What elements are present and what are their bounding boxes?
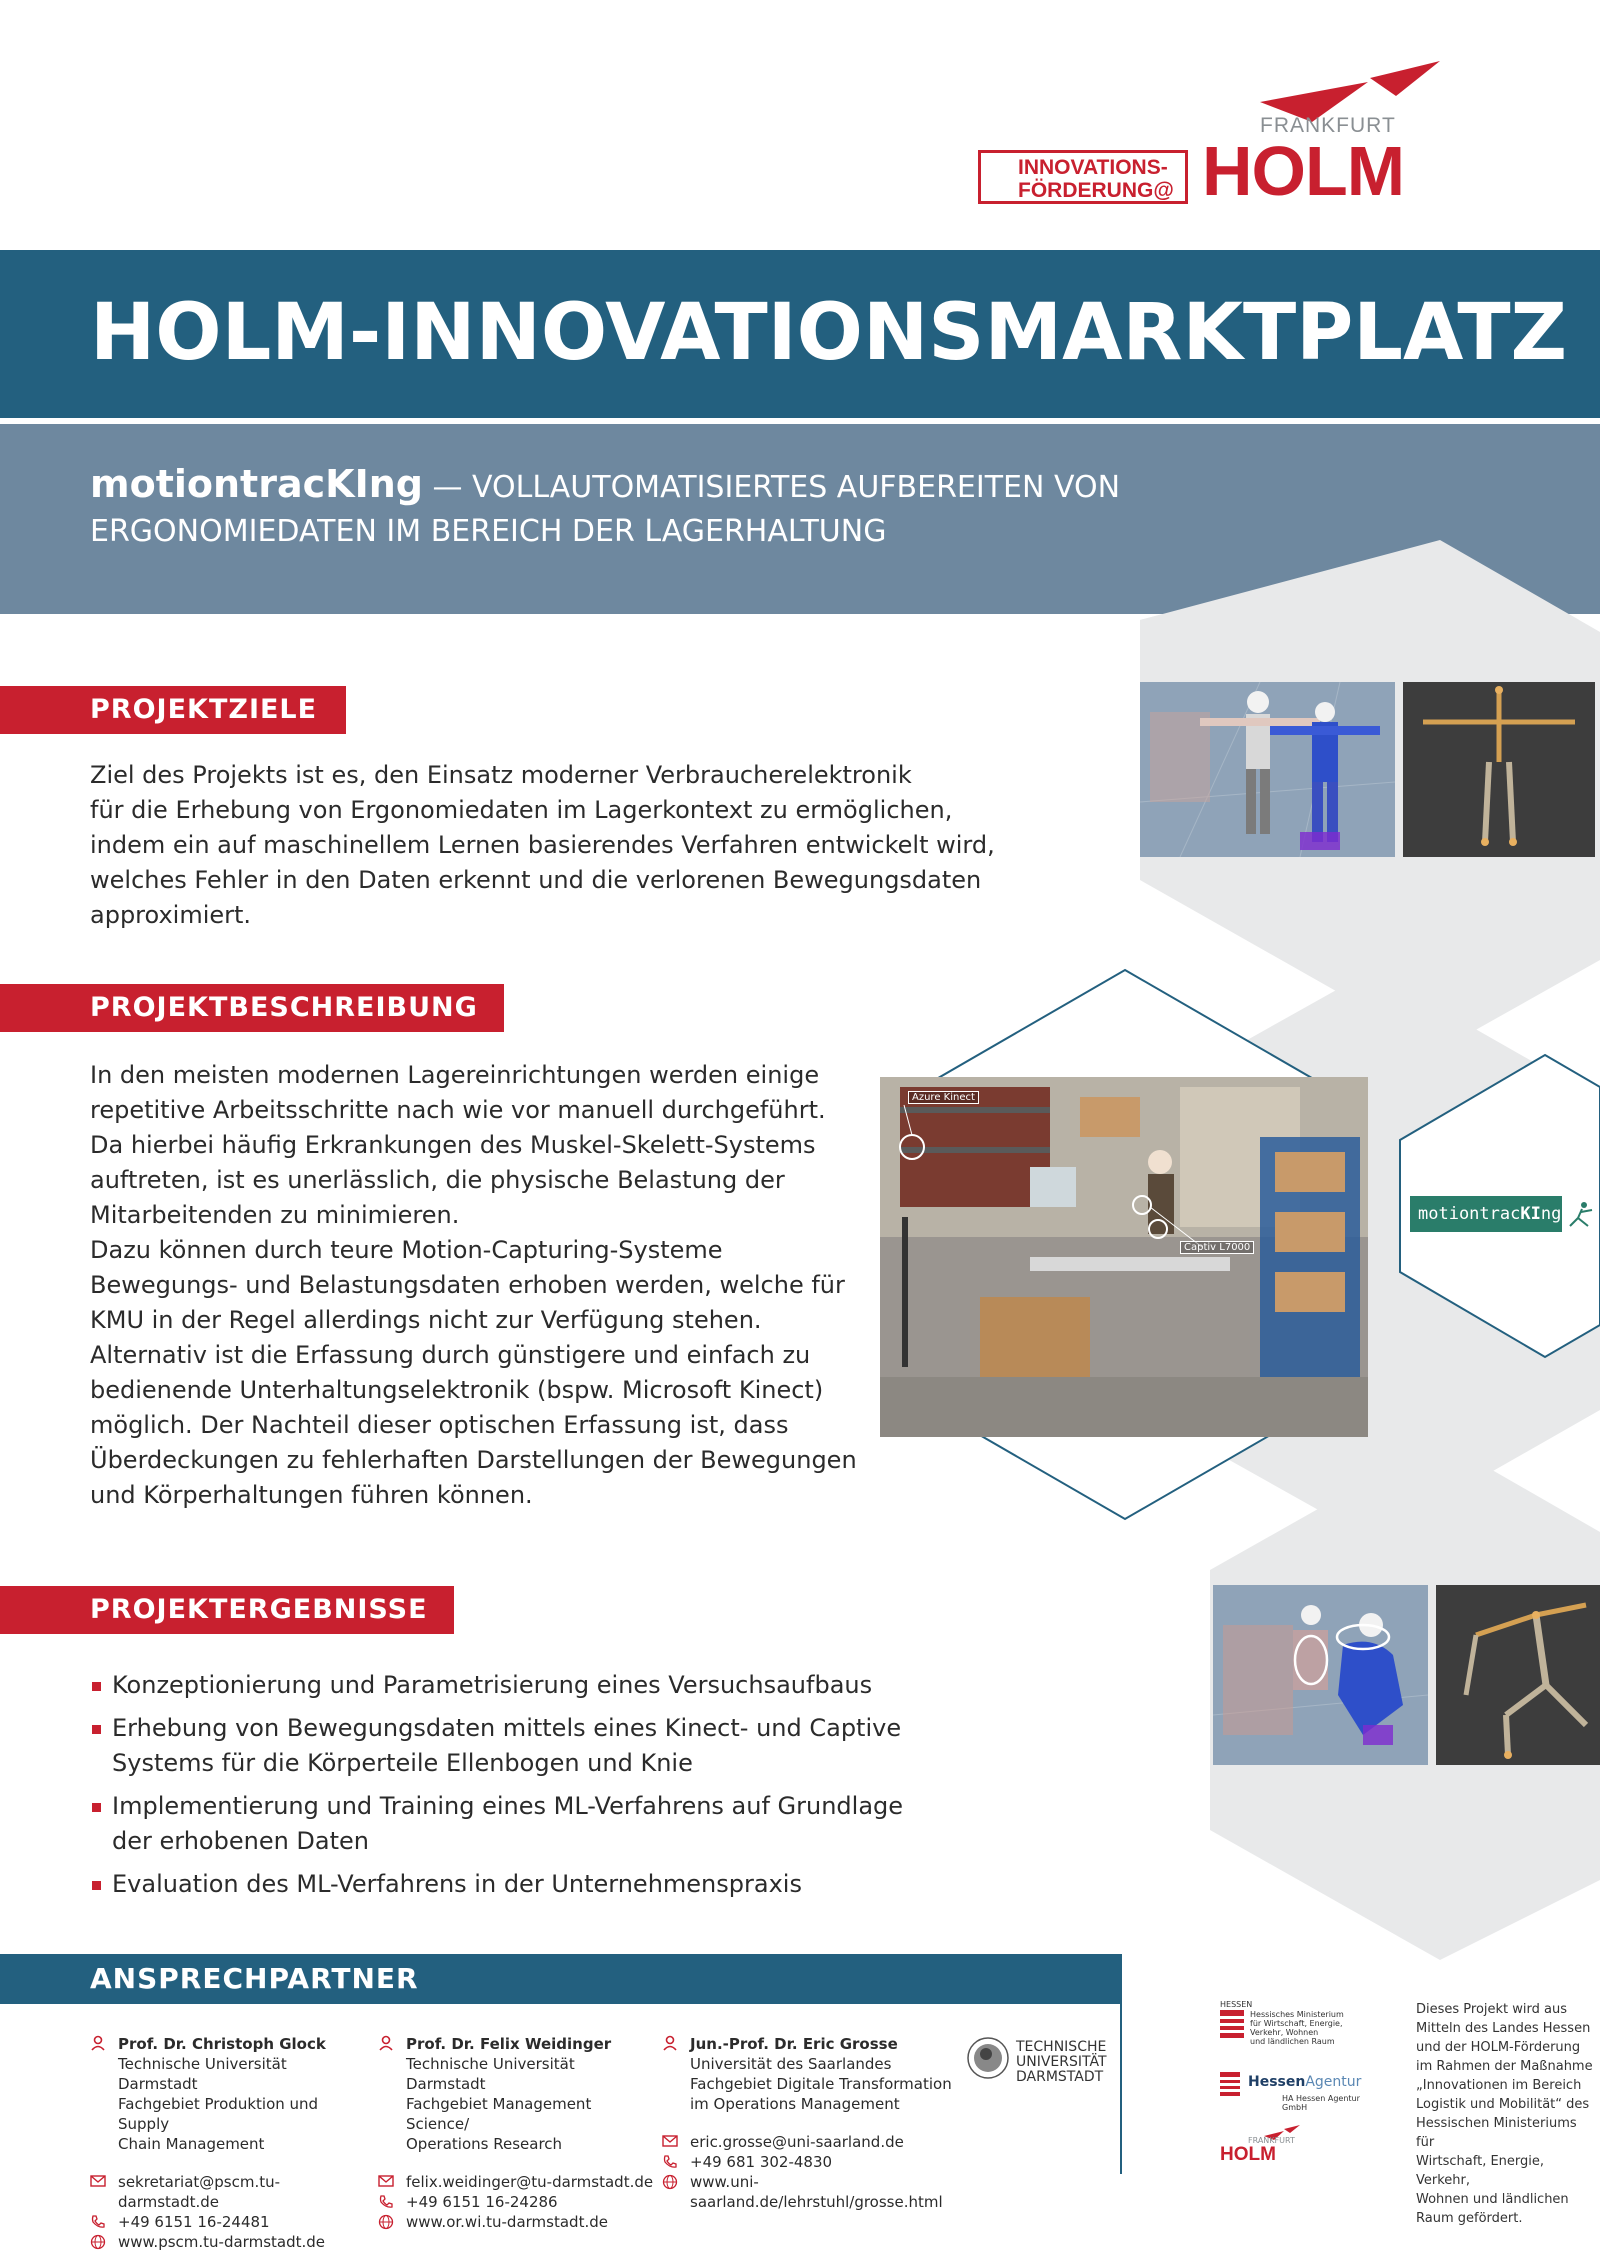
contact-org: Operations Research [406,2135,563,2153]
projektbeschreibung-line: In den meisten modernen Lagereinrichtungen werden einige [90,1061,820,1089]
holm-logo [970,56,1420,210]
projektergebnisse-list [90,1668,990,1910]
hessen-ministry-logo [1220,2000,1370,2046]
list-item-line: Konzeptionierung und Parametrisierung eines Versuchsaufbaus [112,1671,873,1699]
agentur-sub: HA Hessen Agentur GmbH [1282,2094,1360,2112]
contact-phone: +49 681 302-4830 [690,2153,833,2171]
agentur-part-b: Agentur [1305,2074,1362,2090]
projektbeschreibung-line: Da hierbei häufig Erkrankungen des Muskel-Skelett-Systems [90,1131,816,1159]
tu-logo-line: TECHNISCHE [1016,2039,1107,2055]
projektbeschreibung-line: Dazu können durch teure Motion-Capturing-Systeme [90,1236,723,1264]
ansprechpartner-heading: ANSPRECHPARTNER [0,1954,1122,2004]
funding-line: „Innovationen im Bereich [1416,2078,1582,2093]
contact-name-line [690,2034,990,2054]
mail-icon [378,2174,396,2192]
pointcloud-image-1 [1140,682,1395,857]
funding-line: Wohnen und ländlichen [1416,2192,1569,2207]
globe-icon [378,2214,396,2232]
contact-phone-line [690,2152,990,2172]
ministry-line: für Wirtschaft, Energie, [1250,2019,1343,2028]
skeleton-image-1 [1403,682,1595,857]
contact-org: Fachgebiet Produktion und Supply [118,2095,319,2133]
projektbeschreibung-line: und Körperhaltungen führen können. [90,1481,533,1509]
funding-line: im Rahmen der Maßnahme [1416,2059,1593,2074]
list-item [90,1668,990,1703]
funding-note [1416,2000,1596,2228]
logo-frankfurt: FRANKFURT [1260,114,1396,137]
list-item-line: Erhebung von Bewegungsdaten mittels eines Kinect- und Captive [112,1714,902,1742]
contact-email[interactable]: sekretariat@pscm.tu-darmstadt.de [118,2173,281,2211]
phone-icon [378,2194,396,2212]
logo-holm: HOLM [1202,132,1405,210]
ministry-line: Hessisches Ministerium [1250,2010,1344,2019]
list-item [90,1867,990,1902]
label-captiv: Captiv L7000 [1180,1241,1254,1254]
projektbeschreibung-line: KMU in der Regel allerdings nicht zur Verfügung stehen. [90,1306,762,1334]
hessen-lion-icon [1220,2010,1244,2038]
logo-part-a: motiontrac [1418,1204,1521,1224]
projektbeschreibung-line: Überdeckungen zu fehlerhaften Darstellungen der Bewegungen [90,1446,857,1474]
person-icon [378,2035,396,2053]
contact-phone-line [118,2212,368,2232]
funding-line: Mitteln des Landes Hessen [1416,2021,1591,2036]
mail-icon [662,2134,680,2152]
funding-line: Wirtschaft, Energie, Verkehr, [1416,2154,1545,2188]
ministry-text [1250,2010,1344,2046]
skeleton-image-2 [1436,1585,1600,1765]
contact-org: Technische Universität Darmstadt [118,2055,287,2093]
projektbeschreibung-line: Alternativ ist die Erfassung durch günstigere und einfach zu [90,1341,811,1369]
contact-web[interactable]: www.uni-saarland.de/lehrstuhl/grosse.html [690,2173,943,2211]
tu-logo-line: UNIVERSITÄT [1016,2054,1107,2070]
person-icon [662,2035,680,2053]
contact-web-line [690,2172,990,2212]
projektziele-text [90,758,1050,933]
motiontracking-logo [1410,1196,1600,1236]
projektziele-line: Ziel des Projekts ist es, den Einsatz moderner Verbraucherelektronik [90,761,912,789]
motiontracking-logo-badge [1410,1196,1562,1232]
funding-line: Raum gefördert. [1416,2211,1523,2226]
list-item-line: Implementierung und Training eines ML-Verfahrens auf Grundlage [112,1792,904,1820]
contact-org: Chain Management [118,2135,265,2153]
agentur-part-a: Hessen [1248,2074,1306,2090]
projektbeschreibung-line: Mitarbeitenden zu minimieren. [90,1201,460,1229]
projektziele-line: für die Erhebung von Ergonomiedaten im Lagerkontext zu ermöglichen, [90,796,953,824]
phone-icon [662,2154,680,2172]
hessen-agentur-logo [1220,2072,1380,2112]
projektbeschreibung-line: Bewegungs- und Belastungsdaten erhoben werden, welche für [90,1271,845,1299]
projektergebnisse-heading: PROJEKTERGEBNISSE [0,1586,454,1634]
list-item-line: der erhobenen Daten [112,1827,369,1855]
list-item [90,1789,990,1859]
projektziele-line: approximiert. [90,901,252,929]
agentur-name [1248,2074,1361,2090]
logo-innov-line1: INNOVATIONS- [1018,156,1168,179]
contact-phone: +49 6151 16-24286 [406,2193,558,2211]
contact-org: im Operations Management [690,2095,900,2113]
funding-line: und der HOLM-Förderung [1416,2040,1581,2055]
projektziele-line: welches Fehler in den Daten erkennt und die verlorenen Bewegungsdaten [90,866,982,894]
pointcloud-image-2 [1213,1585,1428,1765]
tu-darmstadt-logo [966,2036,1106,2084]
subtitle-brand: motiontracKIng [90,462,423,506]
subtitle-hex-cut [1140,540,1600,620]
mail-icon [90,2174,108,2192]
logo-innovationsfoerderung [1018,156,1174,202]
phone-icon [90,2214,108,2232]
runner-icon [1564,1200,1598,1230]
title-band [0,250,1600,418]
contact-web[interactable]: www.or.wi.tu-darmstadt.de [406,2213,608,2231]
projektbeschreibung-line: repetitive Arbeitsschritte nach wie vor manuell durchgeführt. [90,1096,826,1124]
page-title: HOLM-INNOVATIONSMARKTPLATZ [90,288,1568,378]
list-item-line: Evaluation des ML-Verfahrens in der Unternehmenspraxis [112,1870,802,1898]
logo-innov-line2: FÖRDERUNG@ [1018,179,1174,202]
projektbeschreibung-heading: PROJEKTBESCHREIBUNG [0,984,504,1032]
contact-card-weidinger [406,2034,656,2232]
funding-line: Hessischen Ministeriums für [1416,2116,1577,2150]
contact-card-glock [118,2034,368,2252]
contact-name-line [118,2034,368,2054]
ministry-line: und ländlichen Raum [1250,2037,1335,2046]
contact-divider [1120,1954,1122,2174]
label-azure-kinect: Azure Kinect [908,1091,979,1104]
projektbeschreibung-line: möglich. Der Nachteil dieser optischen Erfassung ist, dass [90,1411,789,1439]
contact-card-grosse [690,2034,990,2212]
contact-org: Universität des Saarlandes [690,2055,892,2073]
globe-icon [90,2234,108,2252]
contact-email-line [406,2172,656,2192]
warehouse-photo [880,1077,1368,1437]
contact-email[interactable]: felix.weidinger@tu-darmstadt.de [406,2173,654,2191]
projektziele-heading: PROJEKTZIELE [0,686,346,734]
contact-phone: +49 6151 16-24481 [118,2213,270,2231]
contact-org: Fachgebiet Digitale Transformation [690,2075,952,2093]
contact-name: Prof. Dr. Felix Weidinger [406,2035,612,2053]
contact-email-line [690,2132,990,2152]
contact-web-line [118,2232,368,2252]
hessen-label: HESSEN [1220,2000,1253,2009]
projektziele-line: indem ein auf maschinellem Lernen basierendes Verfahren entwickelt wird, [90,831,995,859]
holm-small-frankfurt: FRANKFURT [1248,2136,1295,2145]
list-item-line: Systems für die Körperteile Ellenbogen und Knie [112,1749,693,1777]
projektbeschreibung-line: auftreten, ist es unerlässlich, die physische Belastung der [90,1166,785,1194]
contact-name: Prof. Dr. Christoph Glock [118,2035,326,2053]
contact-email-line [118,2172,368,2212]
funding-line: Logistik und Mobilität“ des [1416,2097,1590,2112]
funding-line: Dieses Projekt wird aus [1416,2002,1568,2017]
person-icon [90,2035,108,2053]
page-subtitle [90,462,1190,554]
globe-icon [662,2174,680,2192]
tu-logo-text [1016,2040,1107,2085]
contact-org: Fachgebiet Management Science/ [406,2095,592,2133]
hessen-lion-icon [1220,2072,1240,2096]
contact-email[interactable]: eric.grosse@uni-saarland.de [690,2133,904,2151]
tu-logo-line: DARMSTADT [1016,2069,1104,2085]
ministry-line: Verkehr, Wohnen [1250,2028,1319,2037]
contact-web-line [406,2212,656,2232]
contact-name-line [406,2034,656,2054]
contact-phone-line [406,2192,656,2212]
contact-web[interactable]: www.pscm.tu-darmstadt.de [118,2233,325,2251]
projektbeschreibung-line: bedienende Unterhaltungselektronik (bspw. Microsoft Kinect) [90,1376,824,1404]
logo-part-c: ng [1540,1204,1562,1224]
contact-name: Jun.-Prof. Dr. Eric Grosse [690,2035,898,2053]
projektbeschreibung-text [90,1058,870,1513]
subtitle-rest: — VOLLAUTOMATISIERTES AUFBEREITEN VON ERGONOMIEDATEN IM BEREICH DER LAGERHALTUNG [90,470,1121,549]
holm-small-text: HOLM [1220,2144,1276,2165]
list-item [90,1711,990,1781]
logo-part-ki: KI [1520,1204,1541,1224]
athena-seal-icon [966,2036,1010,2080]
holm-small-logo [1218,2124,1308,2168]
contact-org: Technische Universität Darmstadt [406,2055,575,2093]
warehouse-photo-drawing [880,1077,1368,1437]
